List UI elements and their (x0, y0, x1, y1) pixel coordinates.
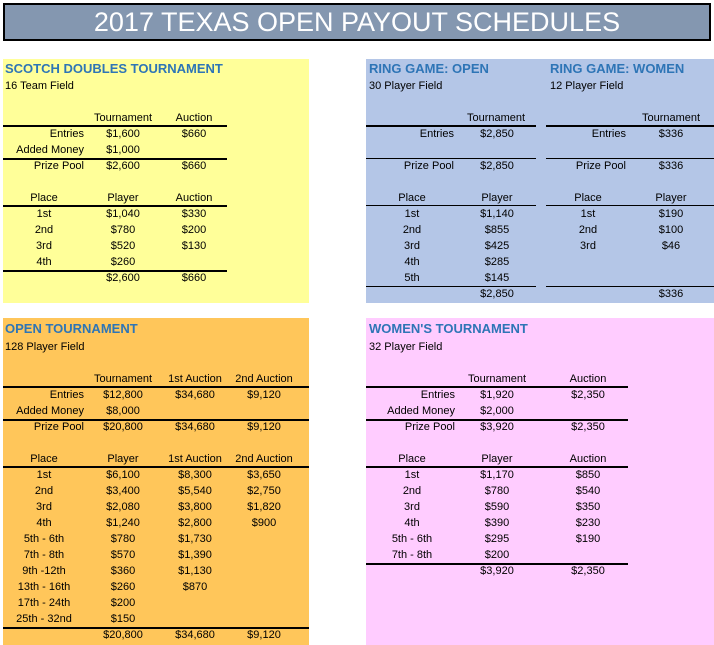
table-cell: 17th - 24th (17, 597, 71, 609)
open-total-auction1: $34,680 (175, 629, 215, 641)
table-cell: $350 (575, 501, 601, 513)
ring-women-field: 12 Player Field (550, 80, 624, 92)
table-cell: $1,390 (178, 549, 212, 561)
open-pool-tournament: $20,800 (103, 421, 143, 433)
womens-total-auction: $2,350 (571, 565, 605, 577)
table-cell: $200 (181, 224, 207, 236)
table-cell: $855 (484, 224, 510, 236)
table-cell: $260 (110, 256, 136, 268)
table-cell: $520 (110, 240, 136, 252)
table-cell: 7th - 8th (23, 549, 65, 561)
table-cell: 1st (404, 469, 420, 481)
table-cell: $2,750 (247, 485, 281, 497)
ring-women-col-player: Player (655, 192, 687, 204)
ring-open-col-player: Player (481, 192, 513, 204)
table-cell: 4th (36, 517, 52, 529)
table-cell: $3,400 (106, 485, 140, 497)
ring-open-entries-label: Entries (419, 128, 454, 140)
table-cell: 5th - 6th (23, 533, 65, 545)
table-cell: $570 (110, 549, 136, 561)
divider (3, 205, 227, 207)
table-cell: $6,100 (106, 469, 140, 481)
table-cell: $1,170 (480, 469, 514, 481)
open-pool-auction2: $9,120 (247, 421, 281, 433)
womens-entries-auction: $2,350 (571, 389, 605, 401)
open-field: 128 Player Field (5, 341, 85, 353)
table-cell: $145 (484, 272, 510, 284)
open-col-auction1: 1st Auction (168, 373, 222, 385)
scotch-heading: SCOTCH DOUBLES TOURNAMENT (5, 61, 223, 76)
table-cell: $780 (484, 485, 510, 497)
womens-entries-tournament: $1,920 (480, 389, 514, 401)
table-cell: 1st (580, 208, 596, 220)
divider (3, 466, 309, 468)
womens-heading: WOMEN'S TOURNAMENT (369, 321, 528, 336)
open-heading: OPEN TOURNAMENT (5, 321, 138, 336)
ring-women-total-player: $336 (658, 288, 684, 300)
table-cell: $1,240 (106, 517, 140, 529)
table-cell: $130 (181, 240, 207, 252)
table-cell: $46 (661, 240, 681, 252)
table-cell: 3rd (404, 501, 420, 513)
table-cell: $870 (182, 581, 208, 593)
table-cell: 5th - 6th (391, 533, 433, 545)
open-total-player: $20,800 (103, 629, 143, 641)
table-cell: $1,730 (178, 533, 212, 545)
divider (3, 125, 227, 127)
open-col-player: Player (107, 453, 139, 465)
table-cell: $3,650 (247, 469, 281, 481)
womens-added-tournament: $2,000 (480, 405, 514, 417)
ring-women-pool-label: Prize Pool (575, 160, 626, 172)
table-cell: $540 (575, 485, 601, 497)
table-cell: $390 (484, 517, 510, 529)
ring-open-pool-tournament: $2,850 (480, 160, 514, 172)
scotch-entries-auction: $660 (181, 128, 207, 140)
womens-pool-auction: $2,350 (571, 421, 605, 433)
open-col-tournament: Tournament (93, 373, 153, 385)
scotch-entries-label: Entries (49, 128, 84, 140)
ring-open-total-player: $2,850 (480, 288, 514, 300)
womens-col-place: Place (398, 453, 426, 465)
table-cell: $190 (658, 208, 684, 220)
ring-women-col-tournament: Tournament (641, 112, 701, 124)
table-cell: 4th (36, 256, 52, 268)
open-added-tournament: $8,000 (106, 405, 140, 417)
table-cell: $425 (484, 240, 510, 252)
table-cell: 2nd (402, 224, 422, 236)
table-cell: $1,130 (178, 565, 212, 577)
table-cell: $360 (110, 565, 136, 577)
divider (366, 286, 536, 287)
table-cell: $100 (658, 224, 684, 236)
scotch-entries-tournament: $1,600 (106, 128, 140, 140)
scotch-pool-label: Prize Pool (33, 160, 84, 172)
divider (3, 386, 309, 388)
table-cell: 2nd (34, 485, 54, 497)
womens-field: 32 Player Field (369, 341, 443, 353)
ring-open-entries-tournament: $2,850 (480, 128, 514, 140)
table-cell: $590 (484, 501, 510, 513)
divider (366, 386, 628, 388)
divider (546, 286, 714, 287)
scotch-field: 16 Team Field (5, 80, 74, 92)
womens-total-player: $3,920 (480, 565, 514, 577)
open-entries-label: Entries (49, 389, 84, 401)
table-cell: 3rd (404, 240, 420, 252)
open-entries-auction2: $9,120 (247, 389, 281, 401)
scotch-col-player: Player (107, 192, 139, 204)
divider (546, 158, 714, 159)
scotch-col-tournament: Tournament (93, 112, 153, 124)
table-cell: $780 (110, 224, 136, 236)
womens-pool-tournament: $3,920 (480, 421, 514, 433)
ring-open-col-tournament: Tournament (466, 112, 526, 124)
womens-tournament-panel (366, 318, 714, 645)
table-cell: $190 (575, 533, 601, 545)
table-cell: $2,080 (106, 501, 140, 513)
open-tournament-panel (3, 318, 309, 645)
womens-col-auction2: Auction (569, 453, 607, 465)
divider (366, 205, 536, 206)
table-cell: $8,300 (178, 469, 212, 481)
table-cell: $295 (484, 533, 510, 545)
divider (366, 466, 628, 468)
page-title: 2017 TEXAS OPEN PAYOUT SCHEDULES (3, 3, 711, 41)
table-cell: $850 (575, 469, 601, 481)
scotch-total-auction: $660 (181, 272, 207, 284)
scotch-col-auction2: Auction (175, 192, 213, 204)
table-cell: $330 (181, 208, 207, 220)
table-cell: $200 (484, 549, 510, 561)
scotch-doubles-panel (3, 59, 309, 303)
womens-added-label: Added Money (387, 405, 455, 417)
open-col-place: Place (30, 453, 58, 465)
table-cell: $3,800 (178, 501, 212, 513)
open-entries-tournament: $12,800 (103, 389, 143, 401)
divider (366, 125, 536, 127)
womens-pool-label: Prize Pool (404, 421, 455, 433)
table-cell: 1st (36, 469, 52, 481)
open-col-auction1b: 1st Auction (168, 453, 222, 465)
table-cell: 13th - 16th (17, 581, 71, 593)
table-cell: 2nd (402, 485, 422, 497)
table-cell: $2,800 (178, 517, 212, 529)
divider (546, 205, 714, 206)
womens-col-tournament: Tournament (467, 373, 527, 385)
table-cell: 3rd (36, 240, 52, 252)
table-cell: 25th - 32nd (16, 613, 72, 625)
open-total-auction2: $9,120 (247, 629, 281, 641)
table-cell: $900 (251, 517, 277, 529)
table-cell: $230 (575, 517, 601, 529)
table-cell: $5,540 (178, 485, 212, 497)
table-cell: $285 (484, 256, 510, 268)
scotch-pool-tournament: $2,600 (106, 160, 140, 172)
ring-women-heading: RING GAME: WOMEN (550, 61, 685, 76)
ring-open-col-place: Place (398, 192, 426, 204)
open-pool-auction1: $34,680 (175, 421, 215, 433)
ring-women-col-place: Place (574, 192, 602, 204)
table-cell: 3rd (36, 501, 52, 513)
womens-col-auction: Auction (569, 373, 607, 385)
ring-women-entries-label: Entries (591, 128, 626, 140)
table-cell: 9th -12th (22, 565, 66, 577)
table-cell: $1,140 (480, 208, 514, 220)
divider (546, 125, 714, 127)
table-cell: 4th (404, 256, 420, 268)
ring-open-pool-label: Prize Pool (403, 160, 454, 172)
table-cell: 1st (404, 208, 420, 220)
scotch-added-tournament: $1,000 (106, 144, 140, 156)
ring-women-entries-tournament: $336 (658, 128, 684, 140)
table-cell: 5th (404, 272, 420, 284)
open-entries-auction1: $34,680 (175, 389, 215, 401)
table-cell: $780 (110, 533, 136, 545)
open-col-auction2: 2nd Auction (235, 373, 293, 385)
open-added-label: Added Money (16, 405, 84, 417)
table-cell: $260 (110, 581, 136, 593)
table-cell: $1,040 (106, 208, 140, 220)
table-cell: $150 (110, 613, 136, 625)
open-pool-label: Prize Pool (33, 421, 84, 433)
ring-women-pool-tournament: $336 (658, 160, 684, 172)
scotch-total-player: $2,600 (106, 272, 140, 284)
ring-games-panel (366, 59, 714, 303)
table-cell: 7th - 8th (391, 549, 433, 561)
table-cell: 3rd (580, 240, 596, 252)
scotch-added-label: Added Money (16, 144, 84, 156)
scotch-pool-auction: $660 (181, 160, 207, 172)
open-col-auction2b: 2nd Auction (235, 453, 293, 465)
ring-open-field: 30 Player Field (369, 80, 443, 92)
table-cell: 2nd (34, 224, 54, 236)
table-cell: 1st (36, 208, 52, 220)
table-cell: 4th (404, 517, 420, 529)
scotch-col-auction: Auction (175, 112, 213, 124)
womens-entries-label: Entries (420, 389, 455, 401)
table-cell: 2nd (578, 224, 598, 236)
table-cell: $1,820 (247, 501, 281, 513)
womens-col-player: Player (481, 453, 513, 465)
scotch-col-place: Place (30, 192, 58, 204)
divider (366, 158, 536, 159)
table-cell: $200 (110, 597, 136, 609)
ring-open-heading: RING GAME: OPEN (369, 61, 489, 76)
